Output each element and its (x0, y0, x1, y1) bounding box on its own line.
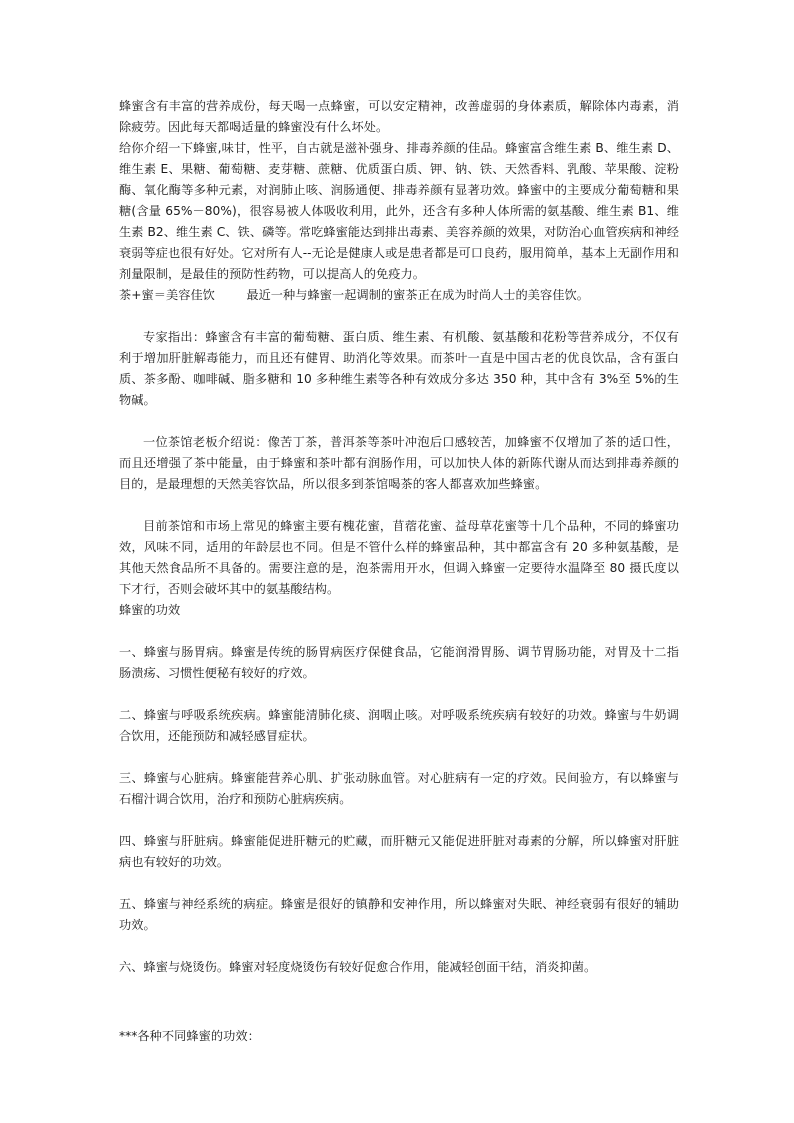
effect-item-heart: 三、蜂蜜与心脏病。蜂蜜能营养心肌、扩张动脉血管。对心脏病有一定的疗效。民间验方，有以蜂蜜与石榴汁调合饮用，治疗和预防心脏病疾病。 (119, 771, 679, 806)
document-body (119, 96, 679, 1047)
teahouse-owner-paragraph: 一位茶馆老板介绍说：像苦丁茶，普洱茶等茶叶冲泡后口感较苦，加蜂蜜不仅增加了茶的适口性，而且还增强了茶中能量，由于蜂蜜和茶叶都有润肠作用，可以加快人体的新陈代谢从而达到排毒养颜的目的，是最理想的天然美容饮品，所以很多到茶馆喝茶的客人都喜欢加些蜂蜜。 (119, 435, 679, 491)
tea-honey-heading-line: 茶+蜜＝美容佳饮 最近一种与蜂蜜一起调制的蜜茶正在成为时尚人士的美容佳饮。 (119, 288, 589, 302)
honey-varieties-paragraph: 目前茶馆和市场上常见的蜂蜜主要有槐花蜜，苜蓿花蜜、益母草花蜜等十几个品种，不同的蜂蜜功效，风味不同，适用的年龄层也不同。但是不管什么样的蜂蜜品种，其中都富含有 20 多种氨基酸，是其他天然食品所不具备的。需要注意的是，泡茶需用开水，但调入蜂蜜一定要待水温降至 80 摄氏度以下才行，否则会破坏其中的氨基酸结构。 (119, 519, 679, 596)
effect-item-respiratory: 二、蜂蜜与呼吸系统疾病。蜂蜜能清肺化痰、润咽止咳。对呼吸系统疾病有较好的功效。蜂蜜与牛奶调合饮用，还能预防和减轻感冒症状。 (119, 708, 679, 743)
effect-item-burns: 六、蜂蜜与烧烫伤。蜂蜜对轻度烧烫伤有较好促愈合作用，能减轻创面干结，消炎抑菌。 (119, 960, 597, 974)
expert-paragraph: 专家指出：蜂蜜含有丰富的葡萄糖、蛋白质、维生素、有机酸、氨基酸和花粉等营养成分，不仅有利于增加肝脏解毒能力，而且还有健胃、助消化等效果。而茶叶一直是中国古老的优良饮品，含有蛋白质、茶多酚、咖啡碱、脂多糖和 10 多种维生素等各种有效成分多达 350 种，其中含有 3%至 5%的生物碱。 (119, 330, 679, 407)
effect-item-stomach: 一、蜂蜜与肠胃病。蜂蜜是传统的肠胃病医疗保健食品，它能润滑胃肠、调节胃肠功能，对胃及十二指肠溃疡、习惯性便秘有较好的疗效。 (119, 645, 679, 680)
section-heading-honey-varieties: ***各种不同蜂蜜的功效： (119, 1029, 260, 1043)
effect-item-liver: 四、蜂蜜与肝脏病。蜂蜜能促进肝糖元的贮藏，而肝糖元又能促进肝脏对毒素的分解，所以蜂蜜对肝脏病也有较好的功效。 (119, 834, 679, 869)
section-heading-honey-effects: 蜂蜜的功效 (119, 603, 181, 617)
intro-paragraph: 蜂蜜含有丰富的营养成份，每天喝一点蜂蜜，可以安定精神，改善虚弱的身体素质，解除体内毒素，消除疲劳。因此每天都喝适量的蜂蜜没有什么坏处。 (119, 99, 679, 134)
effect-item-nervous-system: 五、蜂蜜与神经系统的病症。蜂蜜是很好的镇静和安神作用，所以蜂蜜对失眠、神经衰弱有很好的辅助功效。 (119, 897, 679, 932)
honey-description-paragraph: 给你介绍一下蜂蜜,味甘，性平，自古就是滋补强身、排毒养颜的佳品。蜂蜜富含维生素 B、维生素 D、维生素 E、果糖、葡萄糖、麦芽糖、蔗糖、优质蛋白质、钾、钠、铁、天然香料、乳酸、苹果酸、淀粉酶、氧化酶等多种元素，对润肺止咳、润肠通便、排毒养颜有显著功效。蜂蜜中的主要成分葡萄糖和果糖(含量 65%－80%)，很容易被人体吸收利用，此外，还含有多种人体所需的氨基酸、维生素 B1、维生素 B2、维生素 C、铁、磷等。常吃蜂蜜能达到排出毒素、美容养颜的效果，对防治心血管疾病和神经衰弱等症也很有好处。它对所有人--无论是健康人或是患者都是可口良药，服用简单，基本上无副作用和剂量限制，是最佳的预防性药物，可以提高人的免疫力。 (119, 141, 679, 281)
